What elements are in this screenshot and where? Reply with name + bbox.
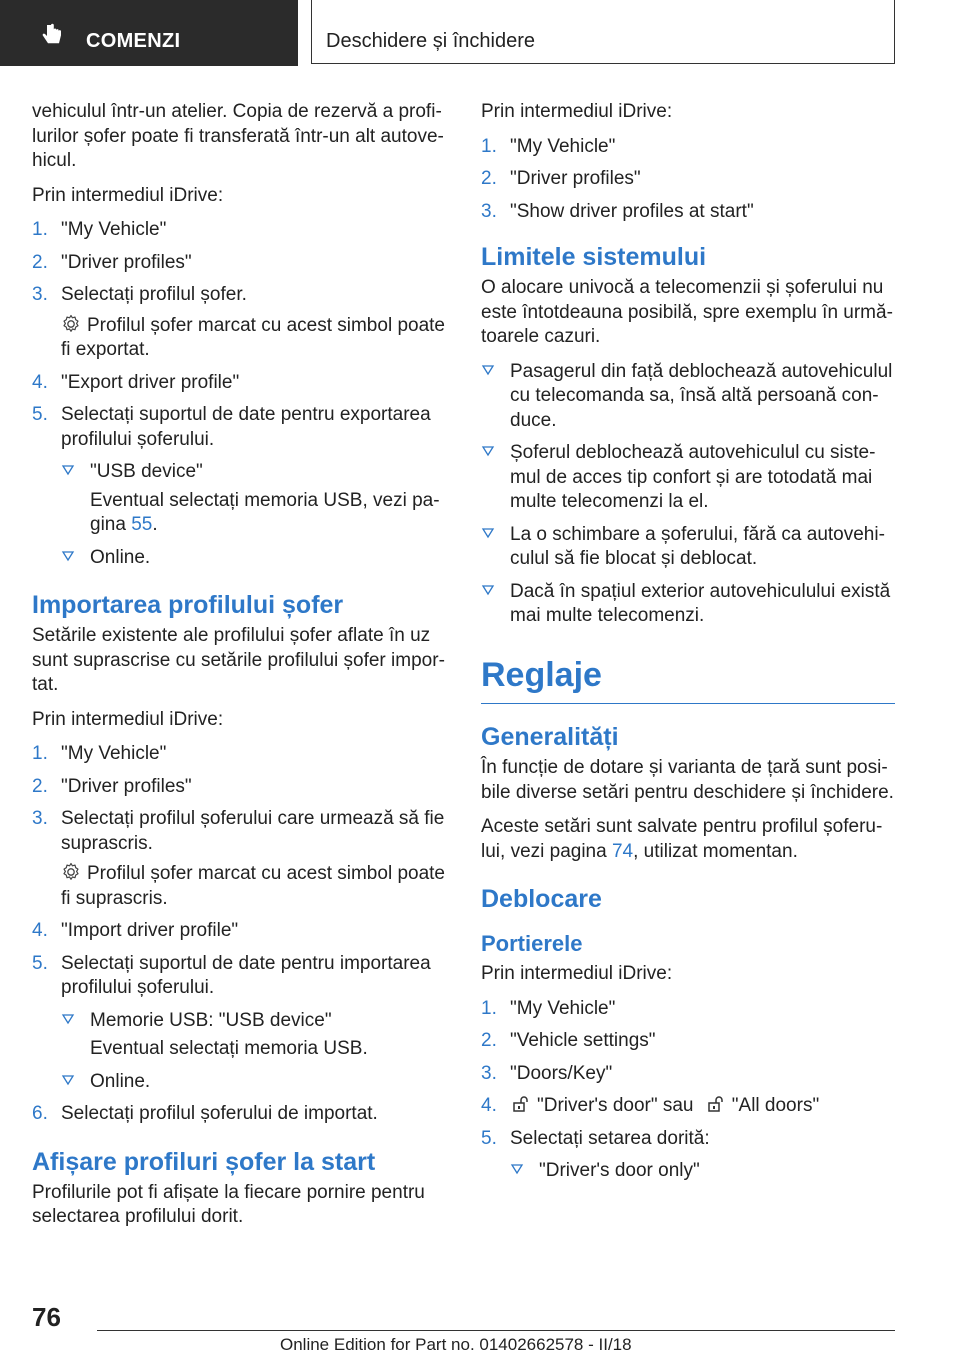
chapter-tab [0, 0, 298, 66]
unlock-icon [512, 1095, 530, 1113]
list-item: 4. "Driver's door" sau "All doors" [481, 1095, 820, 1116]
media-options [32, 460, 450, 570]
heading-portierele: Portierele [481, 931, 583, 956]
section-title: COMENZI [86, 30, 181, 52]
usb-note: Eventual selectați memoria USB, vezi pagina 55. [90, 489, 440, 535]
list-item: 3. Selectați profilul șofer. [32, 284, 247, 305]
hand-pointer-icon [40, 22, 66, 48]
intro-paragraph: vehiculul într-un atelier. Copia de rezervă a profilurilor șofer poate fi transferată într-un alt autovehicul. [32, 101, 444, 171]
unlock-icon [707, 1095, 725, 1113]
triangle-bullet-icon [510, 1162, 524, 1176]
heading-deblocare: Deblocare [481, 885, 602, 913]
list-item: 4. "Import driver profile" [32, 920, 239, 941]
left-column [32, 100, 450, 1240]
list-item: 1. "My Vehicle" [481, 135, 616, 157]
door-options [481, 1159, 895, 1184]
list-item: "USB device" [61, 460, 450, 485]
media-options [32, 1009, 450, 1095]
page-number: 76 [32, 1302, 61, 1332]
triangle-bullet-icon [61, 1012, 75, 1026]
triangle-bullet-icon [481, 583, 495, 597]
list-item: 1. "My Vehicle" [481, 997, 616, 1019]
list-item: 3. "Doors/Key" [481, 1062, 613, 1084]
usb-note: Eventual selectați memoria USB. [90, 1038, 368, 1059]
right-column [481, 100, 895, 1192]
page-link[interactable]: 55 [131, 514, 153, 535]
list-item: Dacă în spațiul exterior autovehiculului există mai multe telecomenzi. [481, 580, 895, 629]
triangle-bullet-icon [61, 549, 75, 563]
footer-rule [97, 1330, 895, 1331]
general-paragraph-2: Aceste setări sunt salvate pentru profilul șoferului, vezi pagina 74, utilizat momentan. [481, 816, 883, 862]
triangle-bullet-icon [481, 526, 495, 540]
page-link[interactable]: 74 [611, 840, 634, 862]
heading-system-limits: Limitele sistemului [481, 243, 707, 271]
heading-import-profile: Importarea profilului șofer [32, 591, 344, 619]
display-paragraph: Profilurile pot fi afișate la fiecare pornire pentru selectarea profilului dorit. [32, 1181, 425, 1227]
list-item: 2. "Vehicle settings" [481, 1030, 656, 1051]
triangle-bullet-icon [61, 1073, 75, 1087]
heading-rule [481, 703, 895, 705]
list-item: 2. "Driver profiles" [32, 775, 192, 797]
list-item: Pasagerul din față deblochează autovehiculul cu telecomanda sa, însă altă persoană conduce. [481, 360, 895, 434]
list-item: 1. "My Vehicle" [32, 219, 167, 240]
list-item: Online. [61, 1070, 450, 1095]
list-item: 3. "Show driver profiles at start" [481, 200, 754, 222]
list-item: Memorie USB: "USB device" [61, 1009, 450, 1034]
list-item: 1. "My Vehicle" [32, 743, 167, 764]
idrive-label: Prin intermediul iDrive: [32, 708, 224, 730]
list-item: 5. Selectați setarea dorită: [481, 1127, 710, 1149]
idrive-label: Prin intermediul iDrive: [481, 963, 673, 984]
import-note: Profilul șofer marcat cu acest simbol poate fi suprascris. [61, 863, 445, 909]
settings-gear-icon [61, 862, 81, 882]
list-item: 6. Selectați profilul șoferului de importat. [32, 1103, 378, 1124]
list-item: 2. "Driver profiles" [32, 251, 192, 273]
edition-info: Online Edition for Part no. 01402662578 - II/18 [280, 1335, 632, 1354]
list-item: 5. Selectați suportul de date pentru importarea profilului șoferului. [32, 952, 431, 998]
list-item: 2. "Driver profiles" [481, 168, 641, 189]
export-note: Profilul șofer marcat cu acest simbol poate fi exportat. [61, 314, 445, 360]
list-item: 4. "Export driver profile" [32, 371, 240, 393]
import-paragraph: Setările existente ale profilului șofer aflate în uz sunt suprascrise cu setările profilului șofer importat. [32, 625, 445, 695]
list-item: La o schimbare a șoferului, fără ca autovehiculul să fie blocat și deblocat. [481, 523, 895, 572]
limits-paragraph: O alocare univocă a telecomenzii și șoferului nu este întotdeauna posibilă, spre exemplu în următoarele cazuri. [481, 277, 893, 347]
triangle-bullet-icon [481, 363, 495, 377]
list-item: 3. Selectați profilul șoferului care urmează să fie suprascris. [32, 808, 445, 854]
heading-display-profiles: Afișare profiluri șofer la start [32, 1147, 376, 1176]
list-item: Șoferul deblochează autovehiculul cu sistemul de acces tip confort și are totodată mai multe telecomenzi la el. [481, 441, 895, 515]
heading-generalitati: Generalități [481, 723, 619, 751]
list-item: 5. Selectați suportul de date pentru exportarea profilului șoferului. [32, 404, 431, 450]
idrive-label: Prin intermediul iDrive: [32, 184, 224, 206]
chapter-title: Deschidere și închidere [326, 30, 535, 52]
triangle-bullet-icon [481, 444, 495, 458]
triangle-bullet-icon [61, 463, 75, 477]
list-item: Online. [61, 546, 450, 571]
settings-gear-icon [61, 314, 81, 334]
list-item: "Driver's door only" [510, 1159, 895, 1184]
general-paragraph: În funcție de dotare și varianta de țară sunt posibile diverse setări pentru deschidere și închidere. [481, 757, 894, 803]
idrive-label: Prin intermediul iDrive: [481, 101, 673, 122]
heading-reglaje: Reglaje [481, 655, 602, 694]
